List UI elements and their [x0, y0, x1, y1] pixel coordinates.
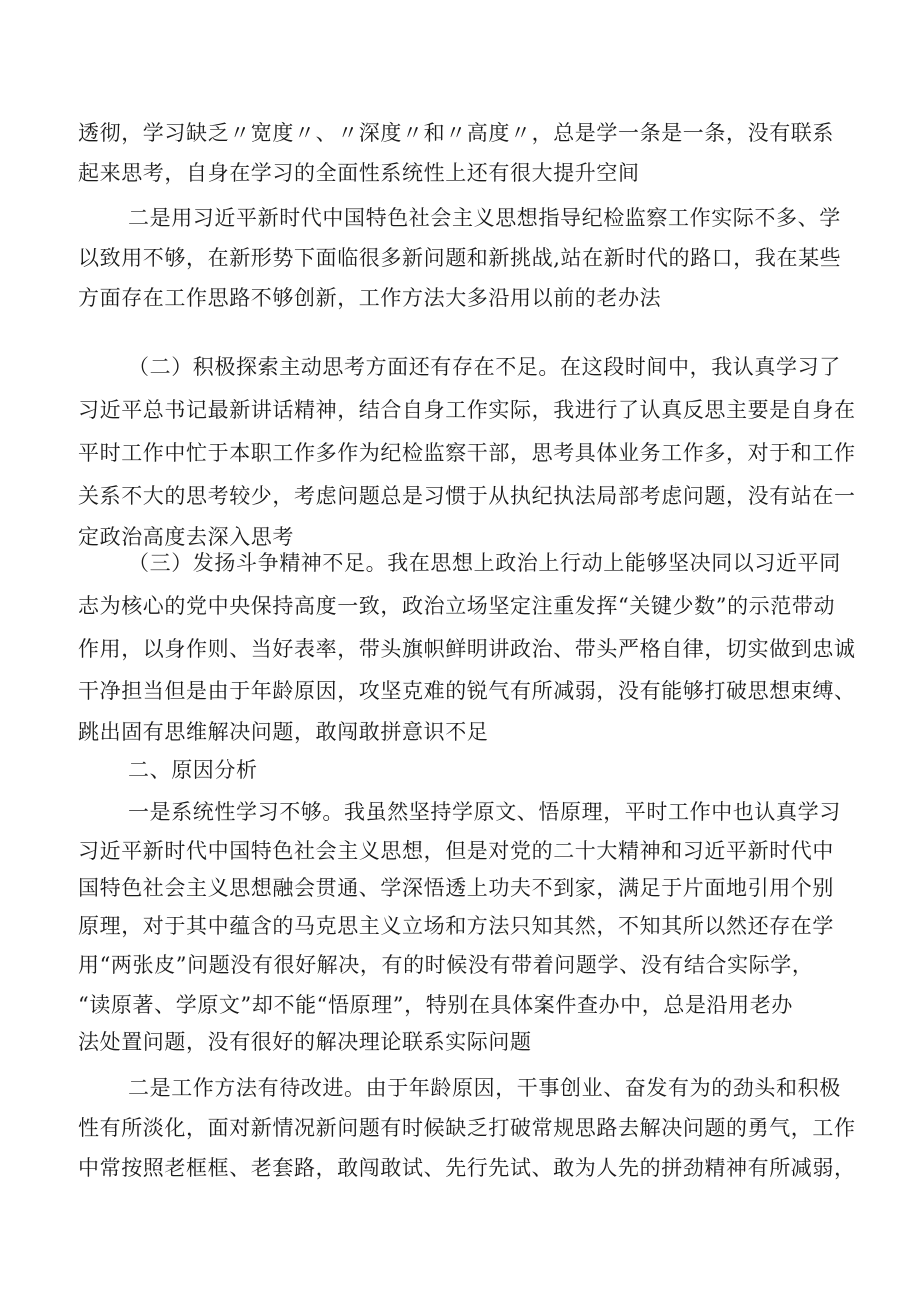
paragraph-line: 二是工作方法有待改进。由于年龄原因，干事创业、奋发有为的劲头和积极	[128, 1076, 841, 1100]
section-heading-line: （三）发扬斗争精神不足。我在思想上政治上行动上能够坚决同以习近平同	[128, 551, 841, 575]
body-line: 作用，以身作则、当好表率，带头旗帜鲜明讲政治、带头严格自律，切实做到忠诚	[78, 637, 856, 661]
body-line: 原理，对于其中蕴含的马克思主义立场和方法只知其然，不知其所以然还存在学	[78, 914, 834, 938]
body-line: 起来思考，自身在学习的全面性系统性上还有很大提升空间	[78, 161, 640, 185]
body-line: 性有所淡化，面对新情况新问题有时候缺乏打破常规思路去解决问题的勇气，工作	[78, 1116, 856, 1140]
paragraph-line: 二是用习近平新时代中国特色社会主义思想指导纪检监察工作实际不多、学	[128, 206, 841, 230]
body-line: 习近平总书记最新讲话精神，结合自身工作实际，我进行了认真反思主要是自身在	[78, 398, 856, 422]
body-line: 跳出固有思维解决问题，敢闯敢拼意识不足	[78, 720, 489, 744]
body-line: 方面存在工作思路不够创新，工作方法大多沿用以前的老办法	[78, 286, 662, 310]
body-line: 习近平新时代中国特色社会主义思想，但是对党的二十大精神和习近平新时代中	[78, 839, 834, 863]
body-line: 用“两张皮”问题没有很好解决，有的时候没有带着问题学、没有结合实际学，	[78, 953, 814, 977]
body-line: 透彻，学习缺乏〃宽度〃、〃深度〃和〃高度〃，总是学一条是一条，没有联系	[78, 121, 834, 145]
body-line: 志为核心的党中央保持高度一致，政治立场坚定注重发挥“关键少数”的示范带动	[78, 594, 836, 618]
body-line: “读原著、学原文”却不能“悟原理”，特别在具体案件查办中，总是沿用老办	[78, 993, 793, 1017]
body-line: 干净担当但是由于年龄原因，攻坚克难的锐气有所减弱，没有能够打破思想束缚、	[78, 679, 856, 703]
section-heading-line: （二）积极探索主动思考方面还有存在不足。在这段时间中，我认真学习了	[128, 355, 841, 379]
body-line: 定政治高度去深入思考	[78, 525, 294, 549]
body-line: 法处置问题，没有很好的解决理论联系实际问题	[78, 1030, 532, 1054]
body-line: 以致用不够，在新形势下面临很多新问题和新挑战,站在新时代的路口，我在某些	[78, 246, 842, 270]
body-line: 关系不大的思考较少，考虑问题总是习惯于从执纪执法局部考虑问题，没有站在一	[78, 484, 856, 508]
body-line: 平时工作中忙于本职工作多作为纪检监察干部，思考具体业务工作多，对于和工作	[78, 441, 856, 465]
chapter-heading: 二、原因分析	[128, 758, 258, 782]
body-line: 国特色社会主义思想融会贯通、学深悟透上功夫不到家，满足于片面地引用个别	[78, 876, 834, 900]
body-line: 中常按照老框框、老套路，敢闯敢试、先行先试、敢为人先的拼劲精神有所减弱，	[78, 1156, 856, 1180]
paragraph-line: 一是系统性学习不够。我虽然坚持学原文、悟原理，平时工作中也认真学习	[128, 800, 841, 824]
